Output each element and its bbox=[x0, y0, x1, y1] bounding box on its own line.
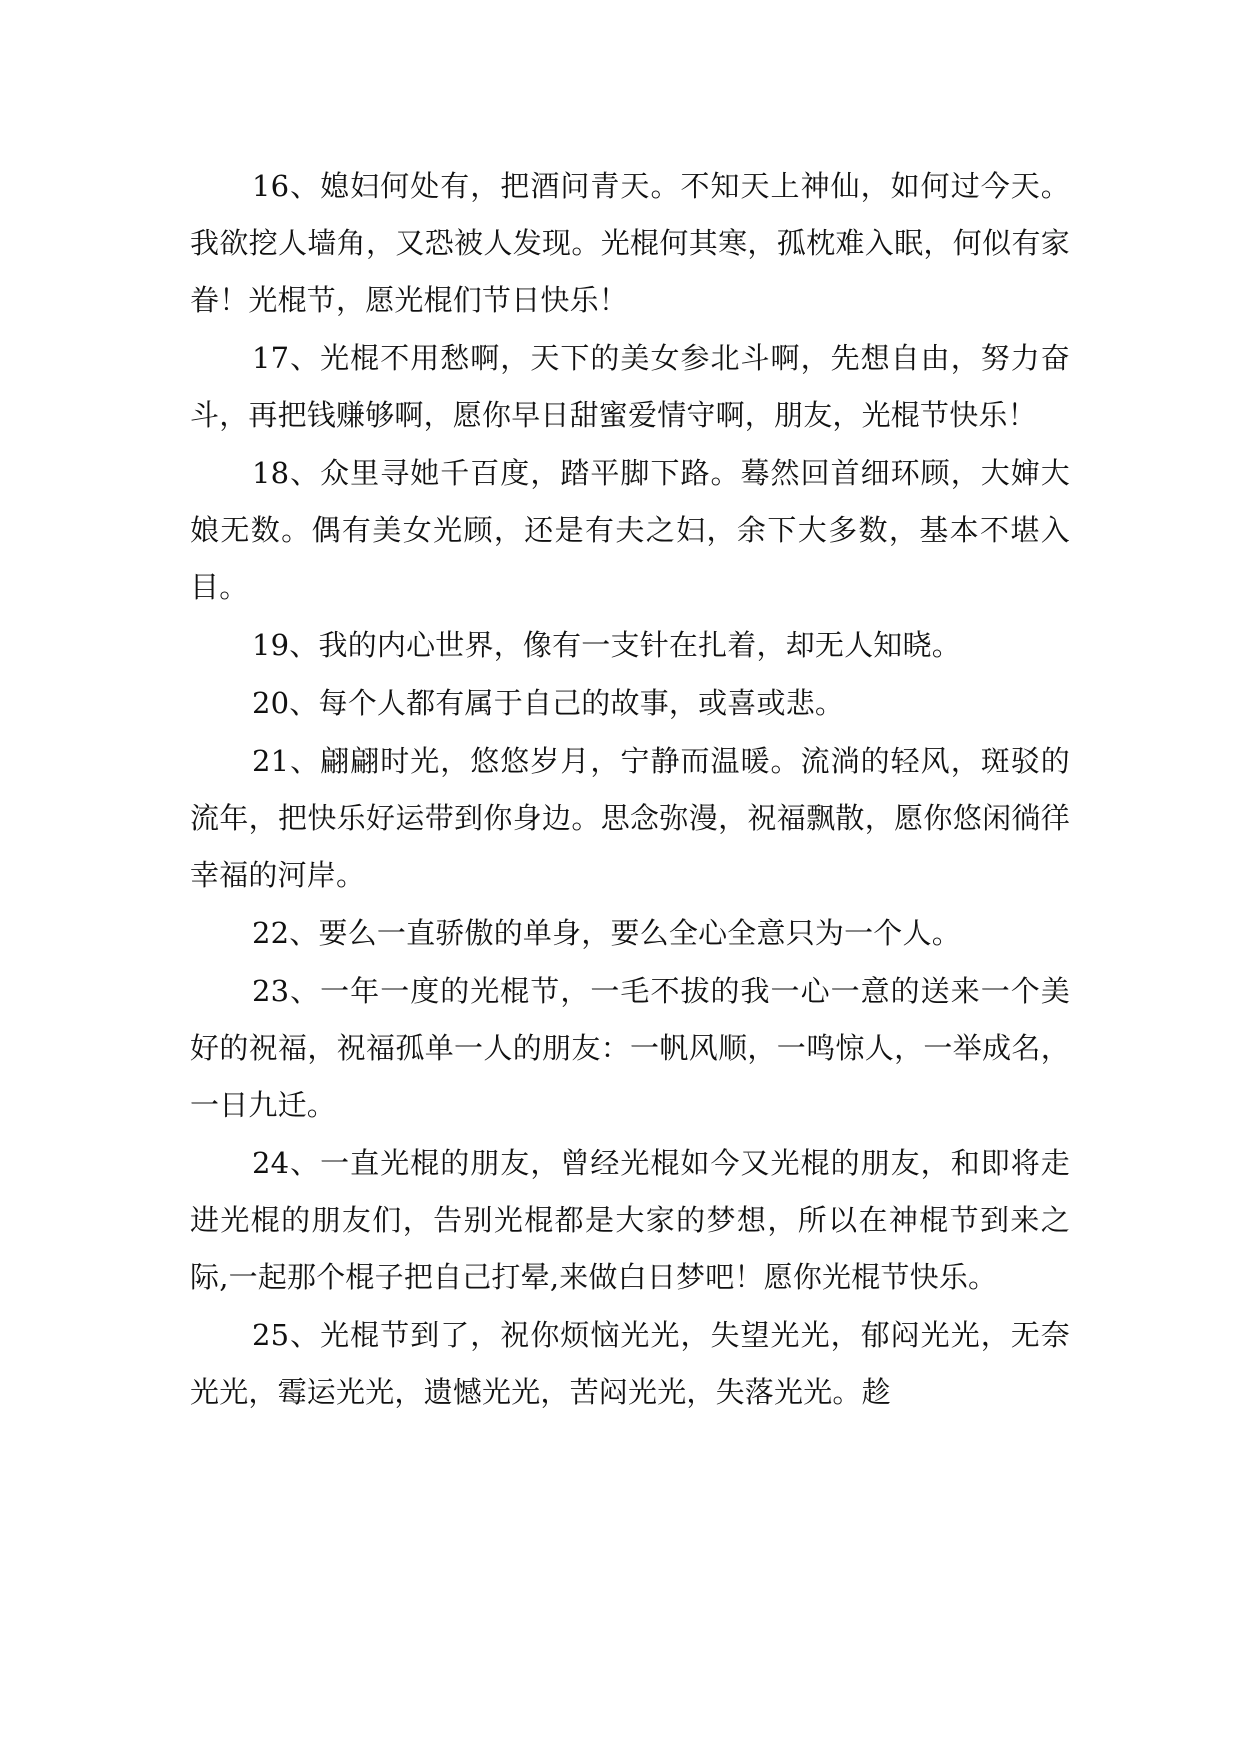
paragraph-24: 24、一直光棍的朋友，曾经光棍如今又光棍的朋友，和即将走进光棍的朋友们，告别光棍都是大家的梦想，所以在神棍节到来之际,一起那个棍子把自己打晕,来做白日梦吧！愿你光棍节快乐。 bbox=[190, 1146, 1070, 1294]
paragraph-18: 18、众里寻她千百度，踏平脚下路。蓦然回首细环顾，大婶大娘无数。偶有美女光顾，还是有夫之妇，余下大多数，基本不堪入目。 bbox=[190, 456, 1070, 604]
paragraph-22: 22、要么一直骄傲的单身，要么全心全意只为一个人。 bbox=[252, 916, 961, 950]
paragraph-17: 17、光棍不用愁啊，天下的美女参北斗啊，先想自由，努力奋斗，再把钱赚够啊，愿你早日甜蜜爱情守啊，朋友，光棍节快乐！ bbox=[190, 341, 1070, 432]
paragraph-19: 19、我的内心世界，像有一支针在扎着，却无人知晓。 bbox=[252, 628, 961, 662]
paragraph-16: 16、媳妇何处有，把酒问青天。不知天上神仙，如何过今天。我欲挖人墙角，又恐被人发现。光棍何其寒，孤枕难入眠，何似有家眷！光棍节，愿光棍们节日快乐！ bbox=[190, 169, 1070, 317]
paragraph-25: 25、光棍节到了，祝你烦恼光光，失望光光，郁闷光光，无奈光光，霉运光光，遗憾光光，苦闷光光，失落光光。趁 bbox=[190, 1318, 1070, 1409]
paragraph-21: 21、翩翩时光，悠悠岁月，宁静而温暖。流淌的轻风，斑驳的流年，把快乐好运带到你身边。思念弥漫，祝福飘散，愿你悠闲徜徉幸福的河岸。 bbox=[190, 744, 1070, 892]
paragraph-23: 23、一年一度的光棍节，一毛不拔的我一心一意的送来一个美好的祝福，祝福孤单一人的朋友：一帆风顺，一鸣惊人，一举成名，一日九迁。 bbox=[190, 974, 1070, 1122]
document-body bbox=[190, 158, 1070, 1421]
paragraph-20: 20、每个人都有属于自己的故事，或喜或悲。 bbox=[252, 686, 845, 720]
